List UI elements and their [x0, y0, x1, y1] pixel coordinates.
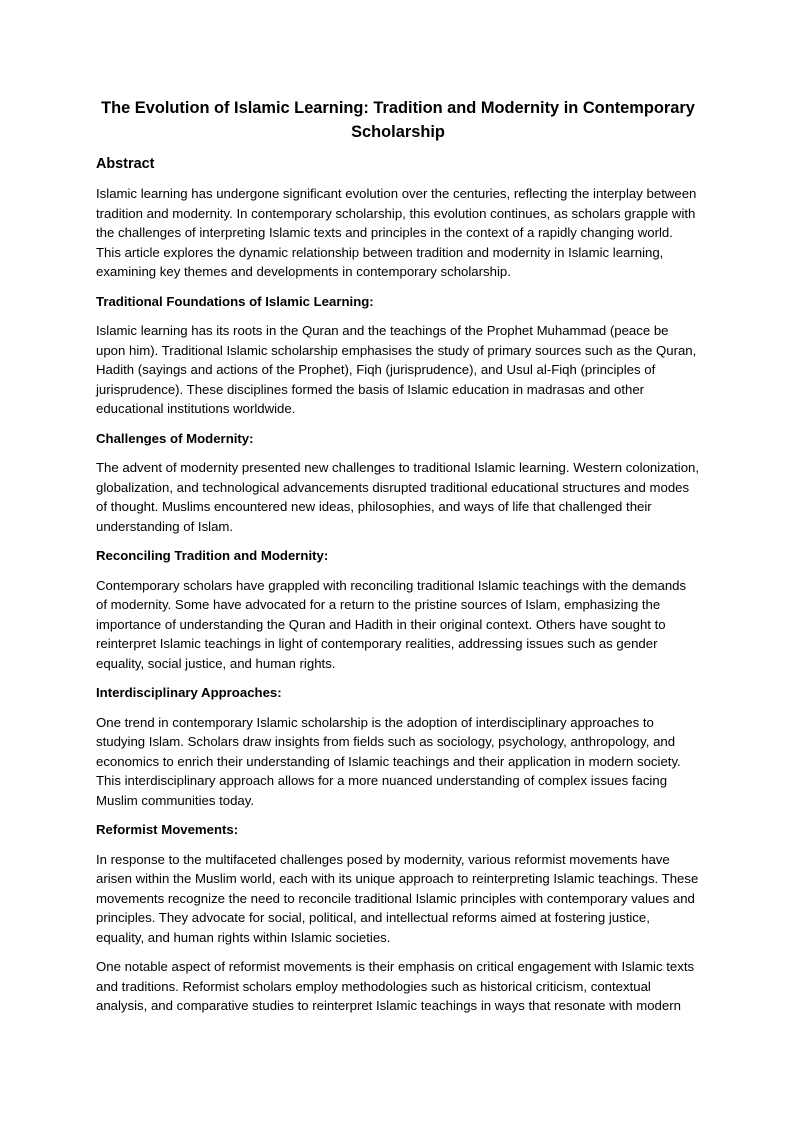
section-paragraph: The advent of modernity presented new challenges to traditional Islamic learning. Western colonization, globalization, and technological advancements disrupted traditional educational structures and modes of thought. Muslims encountered new ideas, philosophies, and ways of life that challenged their understanding of Islam.: [96, 460, 700, 534]
section-heading: Traditional Foundations of Islamic Learning:: [96, 293, 374, 309]
section-traditional-foundations: [96, 292, 700, 419]
section-challenges-of-modernity: [96, 429, 700, 537]
document-page: [96, 96, 700, 1026]
abstract-paragraph: Islamic learning has undergone significant evolution over the centuries, reflecting the interplay between tradition and modernity. In contemporary scholarship, this evolution continues, as scholars grapple with the challenges of interpreting Islamic texts and principles in the context of a rapidly changing world. This article explores the dynamic relationship between tradition and modernity in Islamic learning, examining key themes and developments in contemporary scholarship.: [96, 186, 697, 279]
section-heading: Reconciling Tradition and Modernity:: [96, 548, 329, 563]
section-heading: Reformist Movements:: [96, 822, 239, 837]
section-interdisciplinary-approaches: [96, 683, 700, 810]
section-paragraph: Islamic learning has its roots in the Quran and the teachings of the Prophet Muhammad (peace be upon him). Traditional Islamic scholarship emphasises the study of primary sources such as the Quran, Hadith (sayings and actions of the Prophet), Fiqh (jurisprudence), and Usul al-Fiqh (principles of jurisprudence). These disciplines formed the basis of Islamic education in madrasas and other educational institutions worldwide.: [96, 323, 697, 416]
section-paragraph: One notable aspect of reformist movements is their emphasis on critical engagement with Islamic texts and traditions. Reformist scholars employ methodologies such as historical criticism, contextual analysis, and comparative studies to reinterpret Islamic teachings in ways that resonate with modern: [96, 959, 695, 1013]
section-paragraph: Contemporary scholars have grappled with reconciling traditional Islamic teachings with the demands of modernity. Some have advocated for a return to the pristine sources of Islam, emphasizing the importance of understanding the Quran and Hadith in their original context. Others have sought to reinterpret Islamic teachings in light of contemporary realities, addressing issues such as gender equality, social justice, and human rights.: [96, 577, 687, 671]
section-paragraph: One trend in contemporary Islamic scholarship is the adoption of interdisciplinary approaches to studying Islam. Scholars draw insights from fields such as sociology, psychology, anthropology, and economics to enrich their understanding of Islamic teachings and their application in modern society. This interdisciplinary approach allows for a more nuanced understanding of complex issues facing Muslim communities today.: [96, 714, 681, 808]
section-paragraph: In response to the multifaceted challenges posed by modernity, various reformist movements have arisen within the Muslim world, each with its unique approach to reinterpreting Islamic teachings. These movements recognize the need to reconcile traditional Islamic principles with contemporary values and principles. They advocate for social, political, and intellectual reforms aimed at fostering justice, equality, and human rights within Islamic societies.: [96, 851, 699, 945]
abstract-heading: Abstract: [96, 156, 155, 172]
section-heading: Interdisciplinary Approaches:: [96, 685, 282, 700]
section-reformist-movements: [96, 820, 700, 1016]
section-reconciling-tradition: [96, 546, 700, 673]
section-heading: Challenges of Modernity:: [96, 430, 254, 446]
page-title: The Evolution of Islamic Learning: Tradition and Modernity in Contemporary Scholarship: [101, 99, 695, 141]
